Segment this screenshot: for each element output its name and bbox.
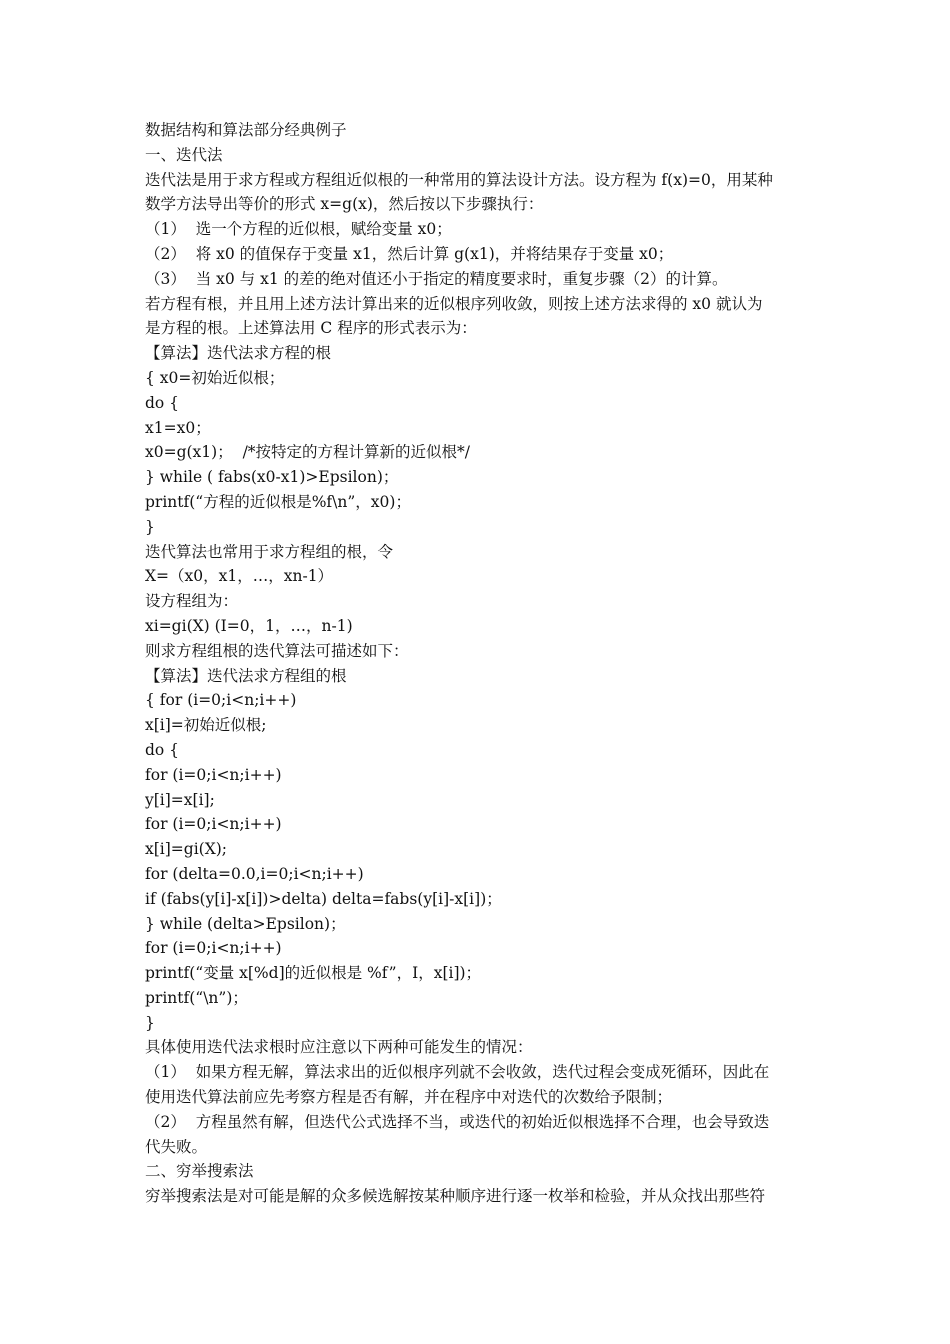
text-line: 【算法】迭代法求方程组的根 xyxy=(145,666,347,685)
text-line: 具体使用迭代法求根时应注意以下两种可能发生的情况： xyxy=(145,1038,533,1057)
text-line: x[i]=gi(X); xyxy=(145,840,228,859)
text-line: for (delta=0.0,i=0;i<n;i++) xyxy=(145,864,364,883)
text-line: （2） 将 x0 的值保存于变量 x1，然后计算 g(x1)，并将结果存于变量 x0； xyxy=(145,244,674,263)
text-line: printf(“变量 x[%d]的近似根是 %f”，I，x[i])； xyxy=(145,964,482,983)
text-line: 迭代算法也常用于求方程组的根，令 xyxy=(145,542,394,561)
text-line: { for (i=0;i<n;i++) xyxy=(145,691,297,710)
text-line: { x0=初始近似根； xyxy=(145,368,285,387)
text-line: 【算法】迭代法求方程的根 xyxy=(145,344,332,363)
text-line: 使用迭代算法前应先考察方程是否有解，并在程序中对迭代的次数给予限制； xyxy=(145,1088,673,1107)
text-line: } while ( fabs(x0-x1)>Epsilon)； xyxy=(145,468,399,487)
text-line: 数据结构和算法部分经典例子 xyxy=(145,121,347,139)
text-line: 迭代法是用于求方程或方程组近似根的一种常用的算法设计方法。设方程为 f(x)=0，用某种 xyxy=(145,170,773,189)
text-line: y[i]=x[i]; xyxy=(145,790,215,809)
text-line: （1） 选一个方程的近似根，赋给变量 x0； xyxy=(145,220,452,239)
text-line: xi=gi(X) (I=0，1，…，n-1) xyxy=(145,616,353,635)
text-line: 是方程的根。上述算法用 C 程序的形式表示为： xyxy=(145,319,477,338)
text-line: printf(“\n”)； xyxy=(145,988,248,1007)
text-line: for (i=0;i<n;i++) xyxy=(145,815,282,834)
text-line: x0=g(x1)； /*按特定的方程计算新的近似根*/ xyxy=(145,443,471,462)
text-line: if (fabs(y[i]-x[i])>delta) delta=fabs(y[i]-x[i])； xyxy=(145,889,502,908)
text-line: } xyxy=(145,1013,155,1032)
text-line: 数学方法导出等价的形式 x=g(x)，然后按以下步骤执行： xyxy=(145,195,544,214)
text-line: （1） 如果方程无解，算法求出的近似根序列就不会收敛，迭代过程会变成死循环，因此在 xyxy=(145,1063,770,1082)
text-line: 设方程组为： xyxy=(145,592,239,611)
text-line: 穷举搜索法是对可能是解的众多候选解按某种顺序进行逐一枚举和检验，并从众找出那些符 xyxy=(145,1187,766,1206)
text-line: } xyxy=(145,517,155,536)
text-line: x[i]=初始近似根; xyxy=(145,716,267,735)
document-body xyxy=(145,118,810,1209)
text-line: x1=x0； xyxy=(145,418,211,437)
text-line: 一、迭代法 xyxy=(145,145,223,164)
text-line: for (i=0;i<n;i++) xyxy=(145,939,282,958)
text-line: for (i=0;i<n;i++) xyxy=(145,765,282,784)
text-line: （2） 方程虽然有解，但迭代公式选择不当，或迭代的初始近似根选择不合理，也会导致迭 xyxy=(145,1112,770,1131)
text-line: 则求方程组根的迭代算法可描述如下： xyxy=(145,641,409,660)
text-line: do { xyxy=(145,740,180,759)
text-line: 代失败。 xyxy=(145,1137,208,1156)
text-line: X=（x0，x1，…，xn-1） xyxy=(145,567,334,586)
text-line: 若方程有根，并且用上述方法计算出来的近似根序列收敛，则按上述方法求得的 x0 就认为 xyxy=(145,294,763,313)
text-line: do { xyxy=(145,393,180,412)
text-line: （3） 当 x0 与 x1 的差的绝对值还小于指定的精度要求时，重复步骤（2）的计算。 xyxy=(145,269,728,288)
text-line: printf(“方程的近似根是%f\n”，x0)； xyxy=(145,492,411,511)
text-line: 二、穷举搜索法 xyxy=(145,1162,254,1181)
text-line: } while (delta>Epsilon)； xyxy=(145,914,346,933)
